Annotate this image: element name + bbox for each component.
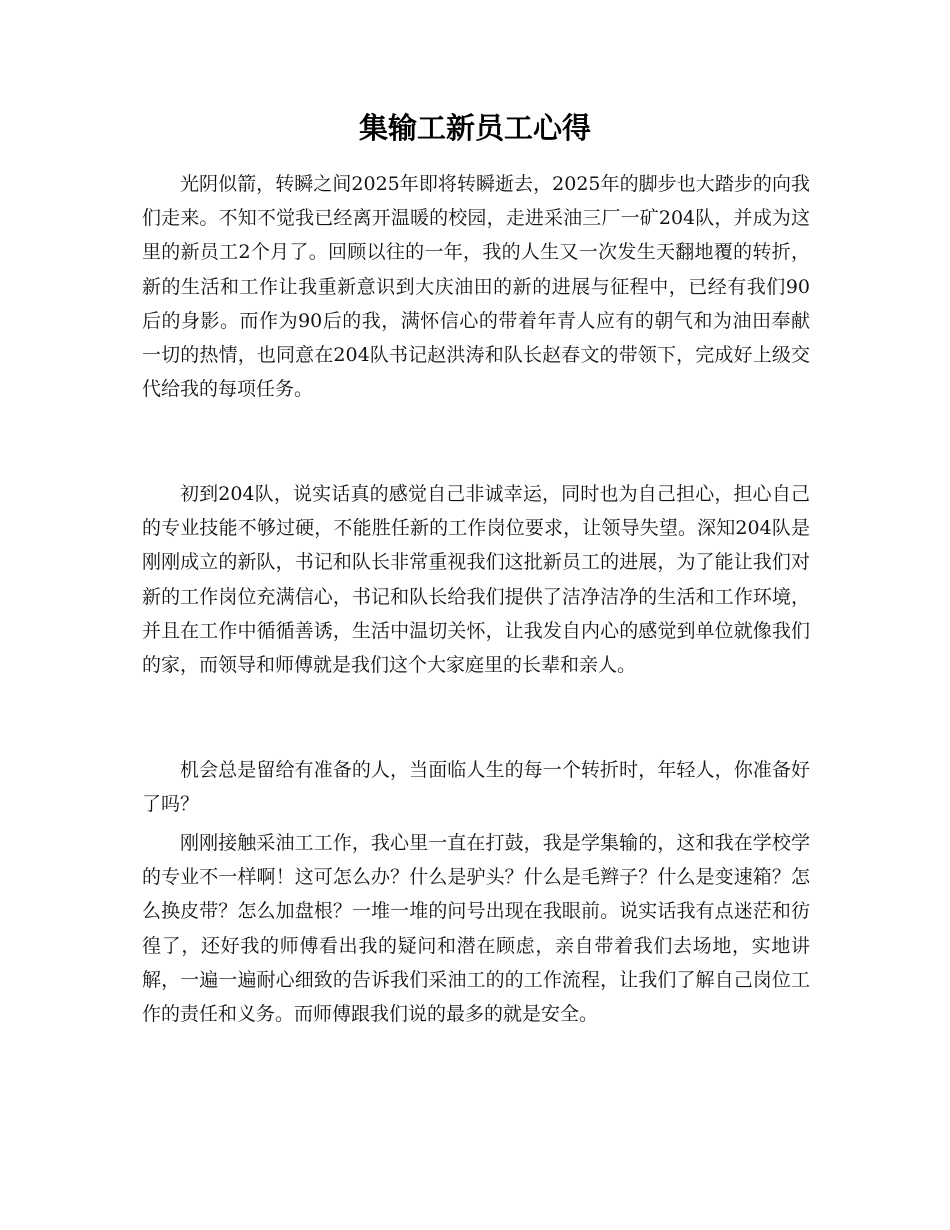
paragraph-1-block: [142, 167, 810, 406]
paragraph: 光阴似箭，转瞬之间2025年即将转瞬逝去，2025年的脚步也大踏步的向我们走来。不知不觉我已经离开温暖的校园，走进采油三厂一矿204队，并成为这里的新员工2个月了。回顾以往的一年，我的人生又一次发生天翻地覆的转折，新的生活和工作让我重新意识到大庆油田的新的进展与征程中，已经有我们90后的身影。而作为90后的我，满怀信心的带着年青人应有的朝气和为油田奉献一切的热情，也同意在204队书记赵洪涛和队长赵春文的带领下，完成好上级交代给我的每项任务。: [142, 173, 810, 401]
paragraph: 初到204队，说实话真的感觉自己非诚幸运，同时也为自己担心，担心自己的专业技能不够过硬，不能胜任新的工作岗位要求，让领导失望。深知204队是刚刚成立的新队，书记和队长非常重视我们这批新员工的进展，为了能让我们对新的工作岗位充满信心，书记和队长给我们提供了洁净洁净的生活和工作环境，并且在工作中循循善诱，生活中温切关怀，让我发自内心的感觉到单位就像我们的家，而领导和师傅就是我们这个大家庭里的长辈和亲人。: [142, 483, 810, 677]
paragraph: 机会总是留给有准备的人，当面临人生的每一个转折时，年轻人，你准备好了吗？: [142, 759, 810, 816]
document-title: 集输工新员工心得: [358, 111, 591, 145]
paragraph-2-block: [142, 477, 810, 682]
paragraph-4-block: [142, 826, 810, 1031]
paragraph: 刚刚接触采油工工作，我心里一直在打鼓，我是学集输的，这和我在学校学的专业不一样啊！这可怎么办？什么是驴头？什么是毛辫子？什么是变速箱？怎么换皮带？怎么加盘根？一堆一堆的问号出现在我眼前。说实话我有点迷茫和彷徨了，还好我的师傅看出我的疑问和潜在顾虑，亲自带着我们去场地，实地讲解，一遍一遍耐心细致的告诉我们采油工的的工作流程，让我们了解自己岗位工作的责任和义务。而师傅跟我们说的最多的就是安全。: [142, 832, 810, 1026]
paragraph-3-block: [142, 753, 810, 821]
